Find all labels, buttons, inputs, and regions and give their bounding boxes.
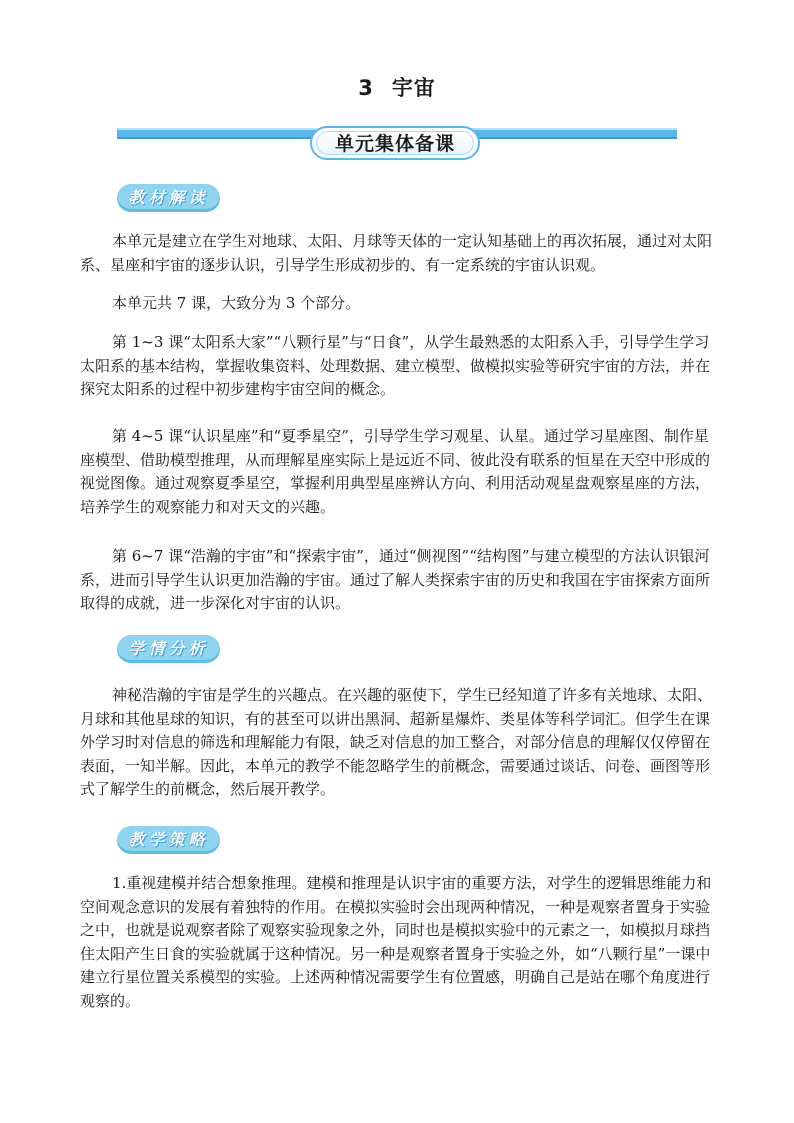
paragraph: 第 4~5 课“认识星座”和“夏季星空”，引导学生学习观星、认星。通过学习星座图、制作星座模型、借助模型推理，从而理解星座实际上是远近不同、彼此没有联系的恒星在天空中形成的视觉图像。通过观察夏季星空，掌握利用典型星座辨认方向、利用活动观星盘观察星座的方法，培养学生的观察能力和对天文的兴趣。: [80, 427, 711, 516]
paragraph: 1.重视建模并结合想象推理。建模和推理是认识宇宙的重要方法，对学生的逻辑思维能力和空间观念意识的发展有着独特的作用。在模拟实验时会出现两种情况，一种是观察者置身于实验之中，也就是说观察者除了观察实验现象之外，同时也是模拟实验中的元素之一，如模拟月球挡住太阳产生日食的实验就属于这种情况。另一种是观察者置身于实验之外，如“八颗行星”一课中建立行星位置关系模型的实验。上述两种情况需要学生有位置感，明确自己是站在哪个角度进行观察的。: [80, 874, 712, 1010]
unit-banner: [117, 126, 677, 166]
paragraph: 神秘浩瀚的宇宙是学生的兴趣点。在兴趣的驱使下，学生已经知道了许多有关地球、太阳、月球和其他星球的知识，有的甚至可以讲出黑洞、超新星爆炸、类星体等科学词汇。但学生在课外学习时对信息的筛选和理解能力有限，缺乏对信息的加工整合，对部分信息的理解仅仅停留在表面，一知半解。因此，本单元的教学不能忽略学生的前概念，需要通过谈话、问卷、画图等形式了解学生的前概念，然后展开教学。: [80, 686, 713, 798]
section-tag-strategy: 教学策略: [117, 826, 220, 854]
banner-pill: [310, 126, 480, 160]
paragraph: 第 1~3 课“太阳系大家”“八颗行星”与“日食”，从学生最熟悉的太阳系入手，引导学生学习太阳系的基本结构，掌握收集资料、处理数据、建立模型、做模拟实验等研究宇宙的方法，并在探究太阳系的过程中初步建构宇宙空间的概念。: [80, 333, 711, 398]
banner-label: 单元集体备课: [316, 131, 474, 155]
paragraph: 第 6~7 课“浩瀚的宇宙”和“探索宇宙”，通过“侧视图”“结构图”与建立模型的方法认识银河系，进而引导学生认识更加浩瀚的宇宙。通过了解人类探索宇宙的历史和我国在宇宙探索方面所取得的成就，进一步深化对宇宙的认识。: [80, 547, 711, 612]
paragraph: 本单元是建立在学生对地球、太阳、月球等天体的一定认知基础上的再次拓展，通过对太阳系、星座和宇宙的逐步认识，引导学生形成初步的、有一定系统的宇宙认识观。: [80, 232, 713, 274]
chapter-number: 3: [358, 76, 374, 100]
section-tag-textbook: 教材解读: [117, 184, 220, 212]
chapter-title: [0, 72, 794, 102]
chapter-name: 宇宙: [391, 76, 436, 100]
section-tag-learners: 学情分析: [117, 635, 220, 663]
paragraph: 本单元共 7 课，大致分为 3 个部分。: [112, 294, 361, 312]
